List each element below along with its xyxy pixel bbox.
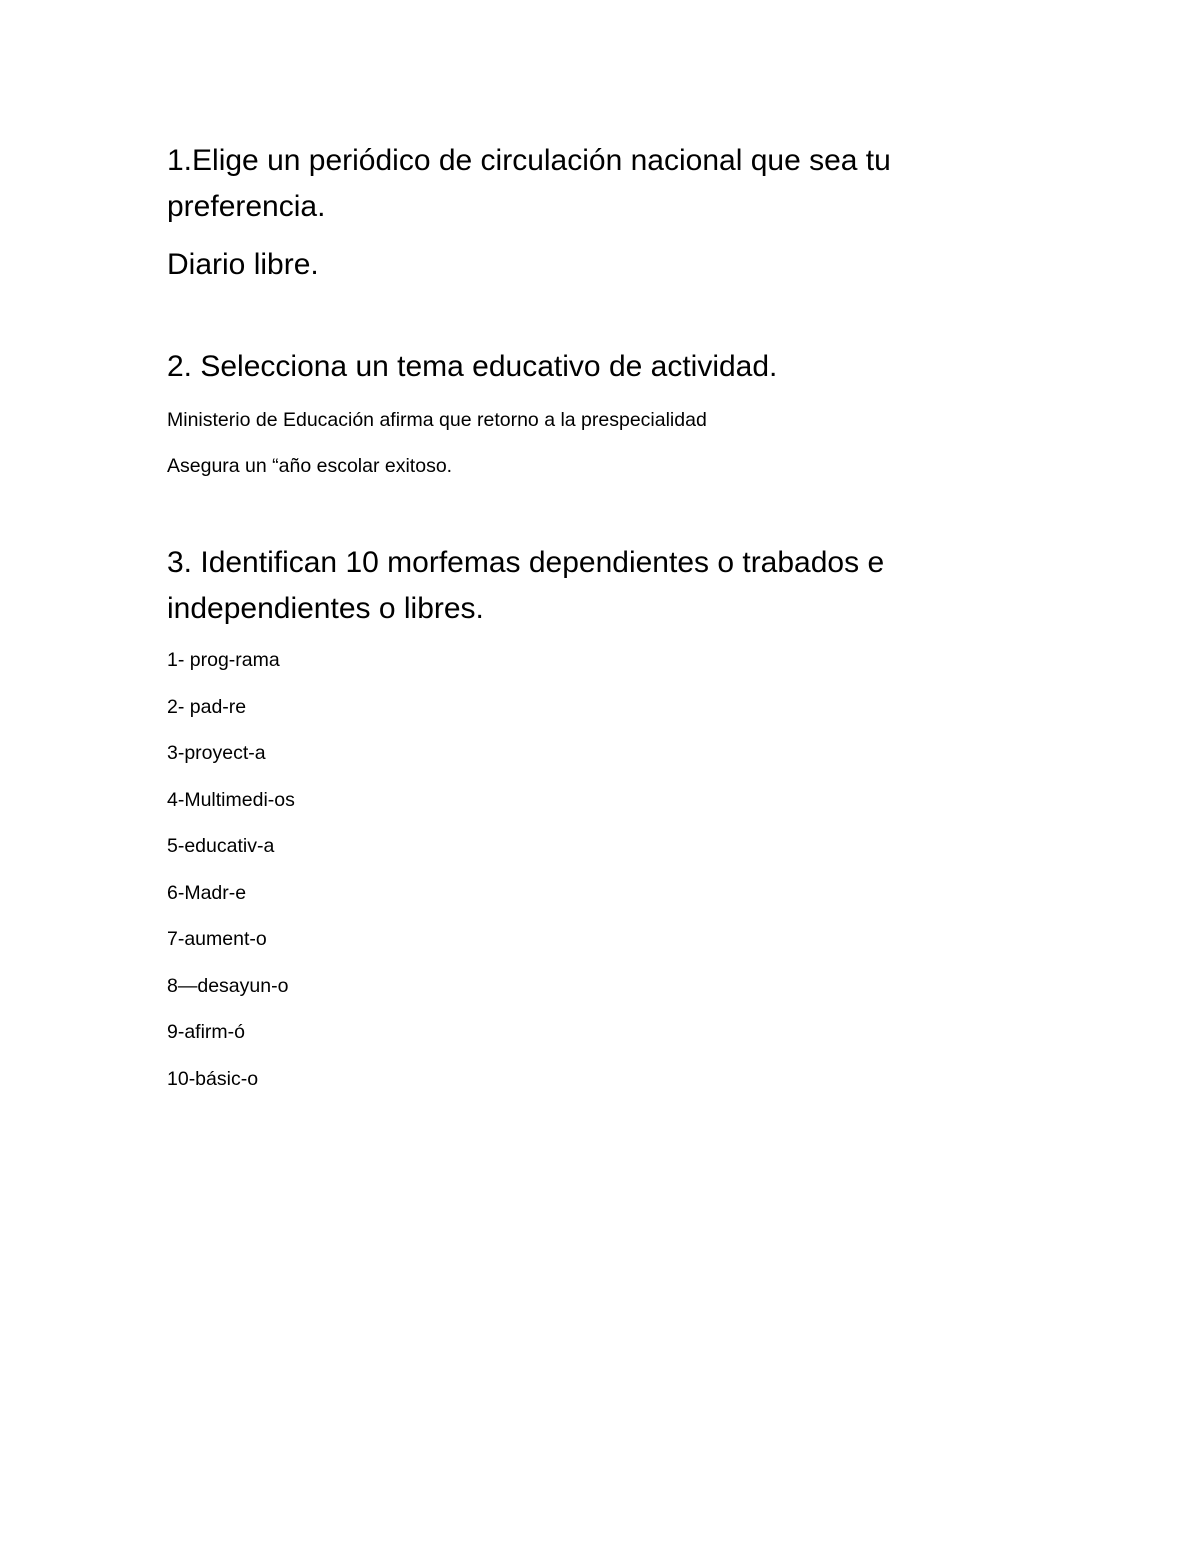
question-3-title: 3. Identifican 10 morfemas dependientes o trabados e independientes o libres.	[167, 546, 885, 625]
list-item: 6-Madr-e	[167, 881, 247, 904]
list-item: 7-aument-o	[167, 928, 267, 950]
morpheme-list	[167, 648, 1027, 1091]
document-content	[167, 138, 1027, 1113]
list-item: 4-Multimedi-os	[167, 788, 295, 811]
list-item: 1- prog-rama	[167, 649, 280, 671]
list-item: 2- pad-re	[167, 695, 247, 718]
list-item: 3-proyect-a	[167, 742, 266, 764]
question-1-answer: Diario libre.	[167, 248, 319, 281]
list-item: 10-básic-o	[167, 1067, 259, 1090]
list-item: 9-afirm-ó	[167, 1021, 246, 1043]
question-2-subheadline: Asegura un “año escolar exitoso.	[167, 455, 453, 477]
question-2-headline: Ministerio de Educación afirma que retorno a la prespecialidad	[167, 409, 707, 431]
list-item: 8—desayun-o	[167, 974, 289, 997]
question-1-title: 1.Elige un periódico de circulación nacional que sea tu preferencia.	[167, 144, 891, 223]
question-2-title: 2. Selecciona un tema educativo de actividad.	[167, 350, 778, 383]
list-item: 5-educativ-a	[167, 835, 275, 857]
